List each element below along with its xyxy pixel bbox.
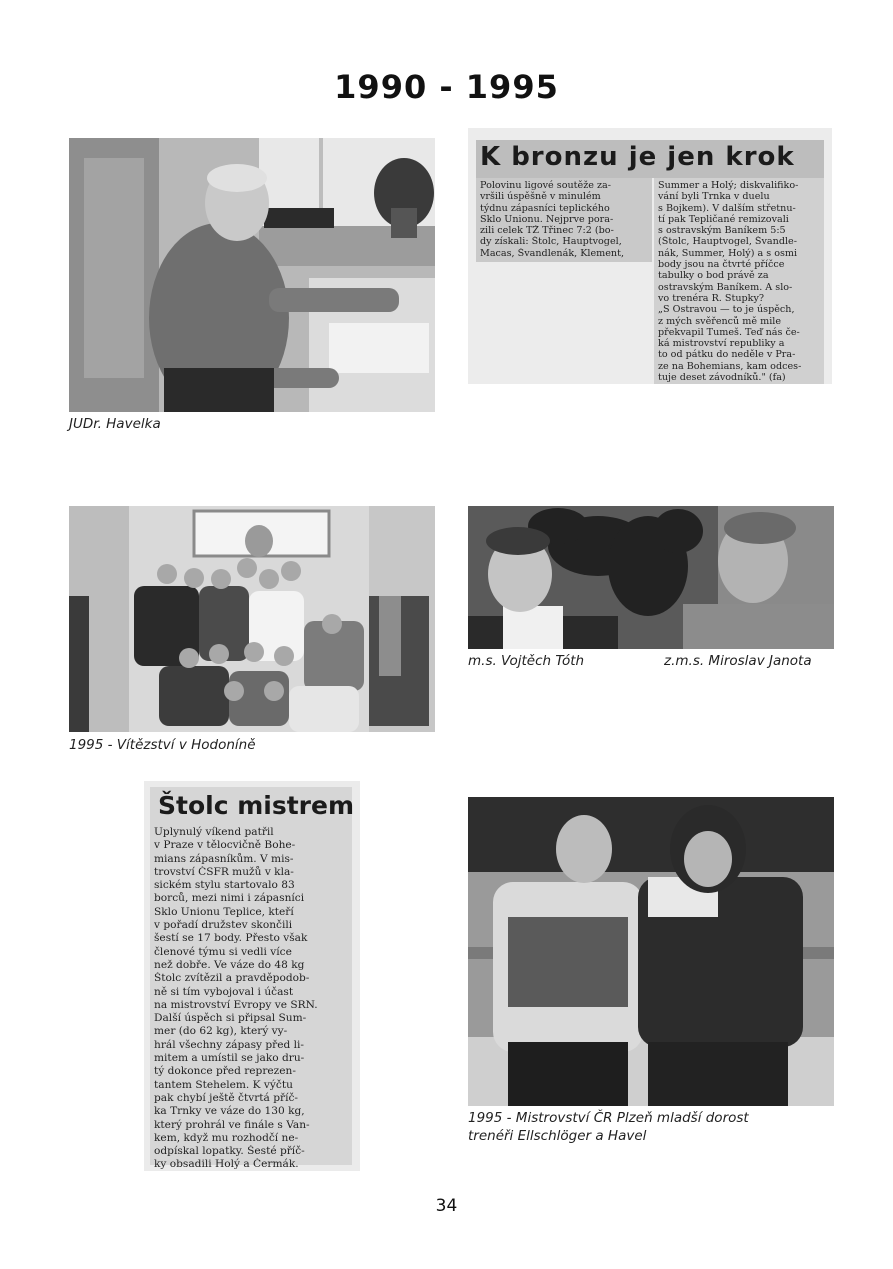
photo-havelka <box>69 138 435 412</box>
photo-toth-janota <box>468 506 834 649</box>
page-title: 1990 - 1995 <box>334 68 559 106</box>
page-number: 34 <box>435 1196 458 1216</box>
clipping-stolc-body: Uplynulý víkend patřil v Praze v tělocvičně Bohe- mians zápasníkům. V mis- trovství ČSFR mužů v kla- sickém stylu startovalo 83 borců, mezi nimi i zápasníci Sklo Unionu Teplice, kteří v pořadí družstev skončili šestí se 17 body. Přesto však členové týmu si vedli více než dobře. Ve váze do 48 kg Štolc zvítězil a pravděpodob- ně si tím vybojoval i účast na mistrovství Evropy ve SRN. Další úspěch si připsal Sum- mer (do 62 kg), který vy- hrál všechny zápasy před li- mitem a umístil se jako dru- tý dokonce před reprezen- tantem Stehelem. K výčtu pak chybí ještě čtvrtá příč- ka Trnky ve váze do 130 kg, který prohrál ve finále s Van- kem, když mu rozhodčí ne- odpískal lopatky. Šesté příč- ky obsadili Holý a Čermák. <box>154 826 318 1171</box>
clipping-stolc <box>144 781 360 1171</box>
caption-havelka: JUDr. Havelka <box>69 416 161 432</box>
caption-team: 1995 - Vítězství v Hodoníně <box>69 737 256 753</box>
caption-janota: z.m.s. Miroslav Janota <box>664 653 812 669</box>
clipping-stolc-headline: Štolc mistrem <box>158 791 355 820</box>
clipping-bronze-col2: Summer a Holý; diskvalifiko- vání byli Trnka v duelu s Bojkem). V dalším střetnu- tí pak Tepličané remizovali s ostravským Baníkem 5:5 (Štolc, Hauptvogel, Švandle- nák, Summer, Holý) a s osmi body jsou na čtvrté příčce tabulky o bod právě za ostravským Baníkem. A slo- vo trenéra R. Stupky? „S Ostravou — to je úspěch, z mých svěřenců mě mile překvapil Tumeš. Teď nás če- ká mistrovství republiky a to od pátku do neděle v Pra- ze na Bohemians, kam odces- tuje deset závodníků." (fa) <box>658 180 802 384</box>
clipping-bronze <box>468 128 832 384</box>
clipping-bronze-headline: K bronzu je jen krok <box>480 142 795 172</box>
caption-toth: m.s. Vojtěch Tóth <box>468 653 585 669</box>
caption-coaches-line2: trenéři Ellschlöger a Havel <box>468 1128 647 1144</box>
photo-coaches <box>468 797 834 1106</box>
caption-coaches-line1: 1995 - Mistrovství ČR Plzeň mladší dorost <box>468 1110 749 1126</box>
photo-team <box>69 506 435 732</box>
clipping-bronze-col1: Polovinu ligové soutěže za- vršili úspěšně v minulém týdnu zápasníci teplického Sklo Unionu. Nejprve pora- zili celek TŽ Třinec 7:2 (bo- dy získali: Štolc, Hauptvogel, Macas, Švandlenák, Klement, <box>480 180 625 259</box>
